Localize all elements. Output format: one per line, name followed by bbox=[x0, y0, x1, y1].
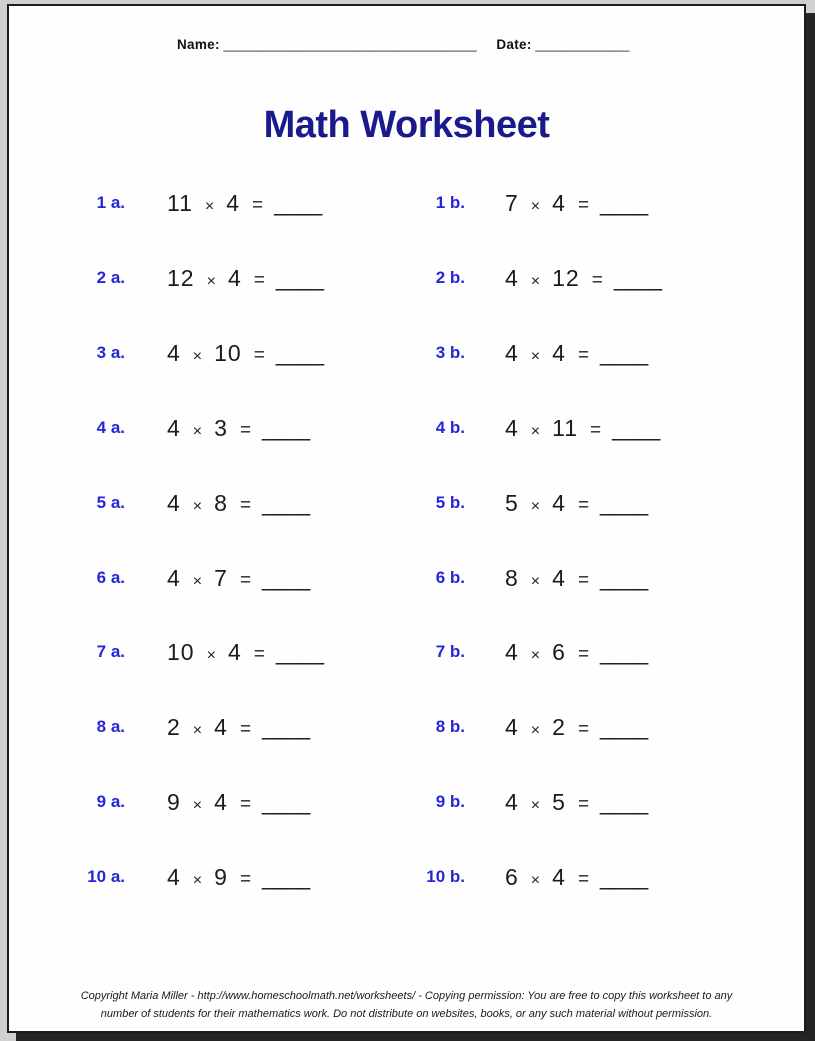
factor-2: 4 bbox=[227, 639, 242, 665]
copyright-line-1: Copyright Maria Miller - http://www.homeschoolmath.net/worksheets/ - Copying permission: You are free to copy this worksheet to any bbox=[80, 990, 733, 1002]
factor-2: 4 bbox=[552, 340, 566, 366]
factor-2: 11 bbox=[552, 415, 579, 441]
equals-sign: = bbox=[239, 420, 252, 441]
equals-sign: = bbox=[239, 869, 252, 890]
problem-row bbox=[9, 864, 804, 890]
equals-sign: = bbox=[239, 495, 252, 516]
equals-sign: = bbox=[577, 644, 590, 665]
factor-1: 4 bbox=[505, 340, 519, 366]
factor-1: 6 bbox=[505, 864, 519, 890]
expression-a bbox=[167, 190, 321, 220]
factor-1: 9 bbox=[167, 789, 181, 815]
footer bbox=[9, 988, 804, 1023]
factor-2: 8 bbox=[214, 490, 228, 516]
multiplication-sign: × bbox=[192, 573, 203, 590]
problem-number-b: 2 b. bbox=[435, 268, 465, 287]
expression-b bbox=[505, 864, 647, 894]
multiplication-sign: × bbox=[530, 647, 541, 664]
answer-blank: ____ bbox=[612, 415, 660, 441]
copyright-line-2: number of students for their mathematics work. Do not distribute on websites, books, or any such material without permission. bbox=[100, 1007, 713, 1020]
answer-blank: ____ bbox=[600, 490, 648, 516]
problem-number-a: 5 a. bbox=[96, 493, 125, 512]
factor-2: 4 bbox=[552, 490, 566, 516]
factor-2: 7 bbox=[214, 565, 228, 591]
multiplication-sign: × bbox=[530, 722, 541, 739]
answer-blank: ____ bbox=[600, 565, 648, 591]
multiplication-sign: × bbox=[530, 423, 541, 440]
factor-2: 2 bbox=[552, 714, 566, 740]
factor-1: 4 bbox=[505, 789, 519, 815]
factor-2: 12 bbox=[552, 265, 580, 291]
equals-sign: = bbox=[253, 644, 265, 665]
multiplication-sign: × bbox=[206, 647, 216, 664]
expression-a bbox=[167, 565, 309, 595]
equals-sign: = bbox=[253, 270, 265, 291]
date-fill-line: _____________ bbox=[535, 37, 630, 52]
name-label: Name: bbox=[177, 37, 220, 52]
answer-blank: ____ bbox=[262, 415, 310, 441]
expression-b bbox=[505, 265, 661, 295]
answer-blank: ____ bbox=[262, 789, 310, 815]
multiplication-sign: × bbox=[530, 797, 541, 814]
equals-sign: = bbox=[577, 495, 590, 516]
expression-a bbox=[167, 864, 309, 894]
equals-sign: = bbox=[252, 195, 264, 216]
factor-2: 4 bbox=[227, 265, 242, 291]
expression-a bbox=[167, 490, 309, 520]
equals-sign: = bbox=[591, 270, 603, 291]
factor-1: 8 bbox=[505, 565, 519, 591]
expression-a bbox=[167, 265, 323, 295]
answer-blank: ____ bbox=[262, 714, 310, 740]
multiplication-sign: × bbox=[206, 273, 216, 290]
expression-b bbox=[505, 415, 659, 445]
multiplication-sign: × bbox=[192, 348, 203, 365]
problem-number-a: 2 a. bbox=[96, 268, 125, 287]
factor-1: 4 bbox=[167, 415, 181, 441]
problem-number-b: 5 b. bbox=[435, 493, 465, 512]
equals-sign: = bbox=[590, 420, 602, 441]
multiplication-sign: × bbox=[204, 198, 215, 215]
multiplication-sign: × bbox=[530, 573, 541, 590]
answer-blank: ____ bbox=[275, 340, 324, 366]
expression-a bbox=[167, 340, 323, 370]
factor-2: 5 bbox=[552, 789, 566, 815]
problem-number-b: 3 b. bbox=[435, 343, 465, 362]
problem-row bbox=[9, 415, 804, 441]
answer-blank: ____ bbox=[600, 714, 648, 740]
problem-row bbox=[9, 190, 804, 216]
problem-number-b: 4 b. bbox=[435, 418, 465, 437]
answer-blank: ____ bbox=[600, 864, 648, 890]
factor-2: 4 bbox=[214, 714, 228, 740]
equals-sign: = bbox=[577, 345, 590, 366]
expression-b bbox=[505, 340, 647, 370]
factor-2: 4 bbox=[552, 565, 566, 591]
factor-1: 7 bbox=[505, 190, 519, 216]
answer-blank: ____ bbox=[275, 639, 324, 665]
problem-number-a: 6 a. bbox=[96, 568, 125, 587]
factor-1: 4 bbox=[505, 415, 519, 441]
factor-1: 4 bbox=[167, 340, 181, 366]
expression-b bbox=[505, 490, 647, 520]
equals-sign: = bbox=[239, 570, 252, 591]
problem-number-a: 8 a. bbox=[96, 717, 125, 736]
multiplication-sign: × bbox=[192, 423, 203, 440]
factor-1: 10 bbox=[167, 639, 195, 665]
answer-blank: ____ bbox=[600, 340, 648, 366]
answer-blank: ____ bbox=[600, 639, 648, 665]
problem-number-a: 3 a. bbox=[96, 343, 125, 362]
factor-1: 4 bbox=[505, 265, 519, 291]
answer-blank: ____ bbox=[275, 265, 324, 291]
problem-row bbox=[9, 639, 804, 665]
equals-sign: = bbox=[239, 719, 252, 740]
date-label: Date: bbox=[496, 37, 532, 52]
page-title: Math Worksheet bbox=[263, 104, 550, 146]
problem-number-b: 9 b. bbox=[435, 792, 465, 811]
multiplication-sign: × bbox=[530, 198, 541, 215]
answer-blank: ____ bbox=[274, 190, 322, 216]
expression-a bbox=[167, 789, 309, 819]
factor-2: 6 bbox=[552, 639, 566, 665]
factor-1: 4 bbox=[505, 714, 519, 740]
factor-2: 3 bbox=[214, 415, 228, 441]
answer-blank: ____ bbox=[613, 265, 662, 291]
problem-row bbox=[9, 565, 804, 591]
problem-number-a: 4 a. bbox=[96, 418, 125, 437]
factor-1: 4 bbox=[167, 864, 181, 890]
factor-1: 2 bbox=[167, 714, 181, 740]
worksheet-page bbox=[7, 4, 806, 1033]
factor-1: 11 bbox=[167, 190, 193, 216]
factor-1: 5 bbox=[505, 490, 519, 516]
multiplication-sign: × bbox=[192, 872, 203, 889]
multiplication-sign: × bbox=[192, 797, 203, 814]
problem-number-a: 1 a. bbox=[96, 193, 125, 212]
equals-sign: = bbox=[577, 195, 590, 216]
factor-2: 4 bbox=[214, 789, 228, 815]
multiplication-sign: × bbox=[530, 872, 541, 889]
factor-2: 4 bbox=[226, 190, 241, 216]
factor-1: 4 bbox=[167, 565, 181, 591]
expression-a bbox=[167, 639, 323, 669]
equals-sign: = bbox=[577, 570, 590, 591]
equals-sign: = bbox=[577, 719, 590, 740]
expression-b bbox=[505, 190, 647, 220]
problem-number-b: 10 b. bbox=[426, 867, 465, 886]
answer-blank: ____ bbox=[600, 789, 648, 815]
multiplication-sign: × bbox=[530, 348, 541, 365]
answer-blank: ____ bbox=[600, 190, 648, 216]
problem-number-a: 9 a. bbox=[96, 792, 125, 811]
expression-b bbox=[505, 714, 647, 744]
problem-row bbox=[9, 340, 804, 366]
problem-row bbox=[9, 265, 804, 291]
problem-number-b: 6 b. bbox=[435, 568, 465, 587]
problem-row bbox=[9, 789, 804, 815]
name-fill-line: ___________________________________ bbox=[223, 37, 477, 52]
answer-blank: ____ bbox=[262, 490, 310, 516]
factor-2: 4 bbox=[552, 190, 566, 216]
problem-row bbox=[9, 714, 804, 740]
problem-row bbox=[9, 490, 804, 516]
expression-a bbox=[167, 714, 309, 744]
multiplication-sign: × bbox=[530, 273, 541, 290]
problem-number-b: 7 b. bbox=[435, 642, 465, 661]
equals-sign: = bbox=[577, 794, 590, 815]
problem-number-a: 7 a. bbox=[96, 642, 125, 661]
equals-sign: = bbox=[253, 345, 265, 366]
factor-2: 4 bbox=[552, 864, 566, 890]
equals-sign: = bbox=[577, 869, 590, 890]
expression-b bbox=[505, 639, 647, 669]
equals-sign: = bbox=[239, 794, 252, 815]
problem-number-b: 1 b. bbox=[435, 193, 465, 212]
factor-2: 10 bbox=[214, 340, 242, 366]
problem-number-a: 10 a. bbox=[87, 867, 125, 886]
factor-1: 12 bbox=[167, 265, 195, 291]
answer-blank: ____ bbox=[262, 565, 310, 591]
expression-b bbox=[505, 789, 647, 819]
problems-grid bbox=[9, 6, 804, 1031]
multiplication-sign: × bbox=[192, 722, 203, 739]
multiplication-sign: × bbox=[192, 498, 203, 515]
factor-1: 4 bbox=[505, 639, 519, 665]
expression-b bbox=[505, 565, 647, 595]
problem-number-b: 8 b. bbox=[435, 717, 465, 736]
answer-blank: ____ bbox=[262, 864, 310, 890]
factor-1: 4 bbox=[167, 490, 181, 516]
multiplication-sign: × bbox=[530, 498, 541, 515]
expression-a bbox=[167, 415, 309, 445]
factor-2: 9 bbox=[214, 864, 228, 890]
